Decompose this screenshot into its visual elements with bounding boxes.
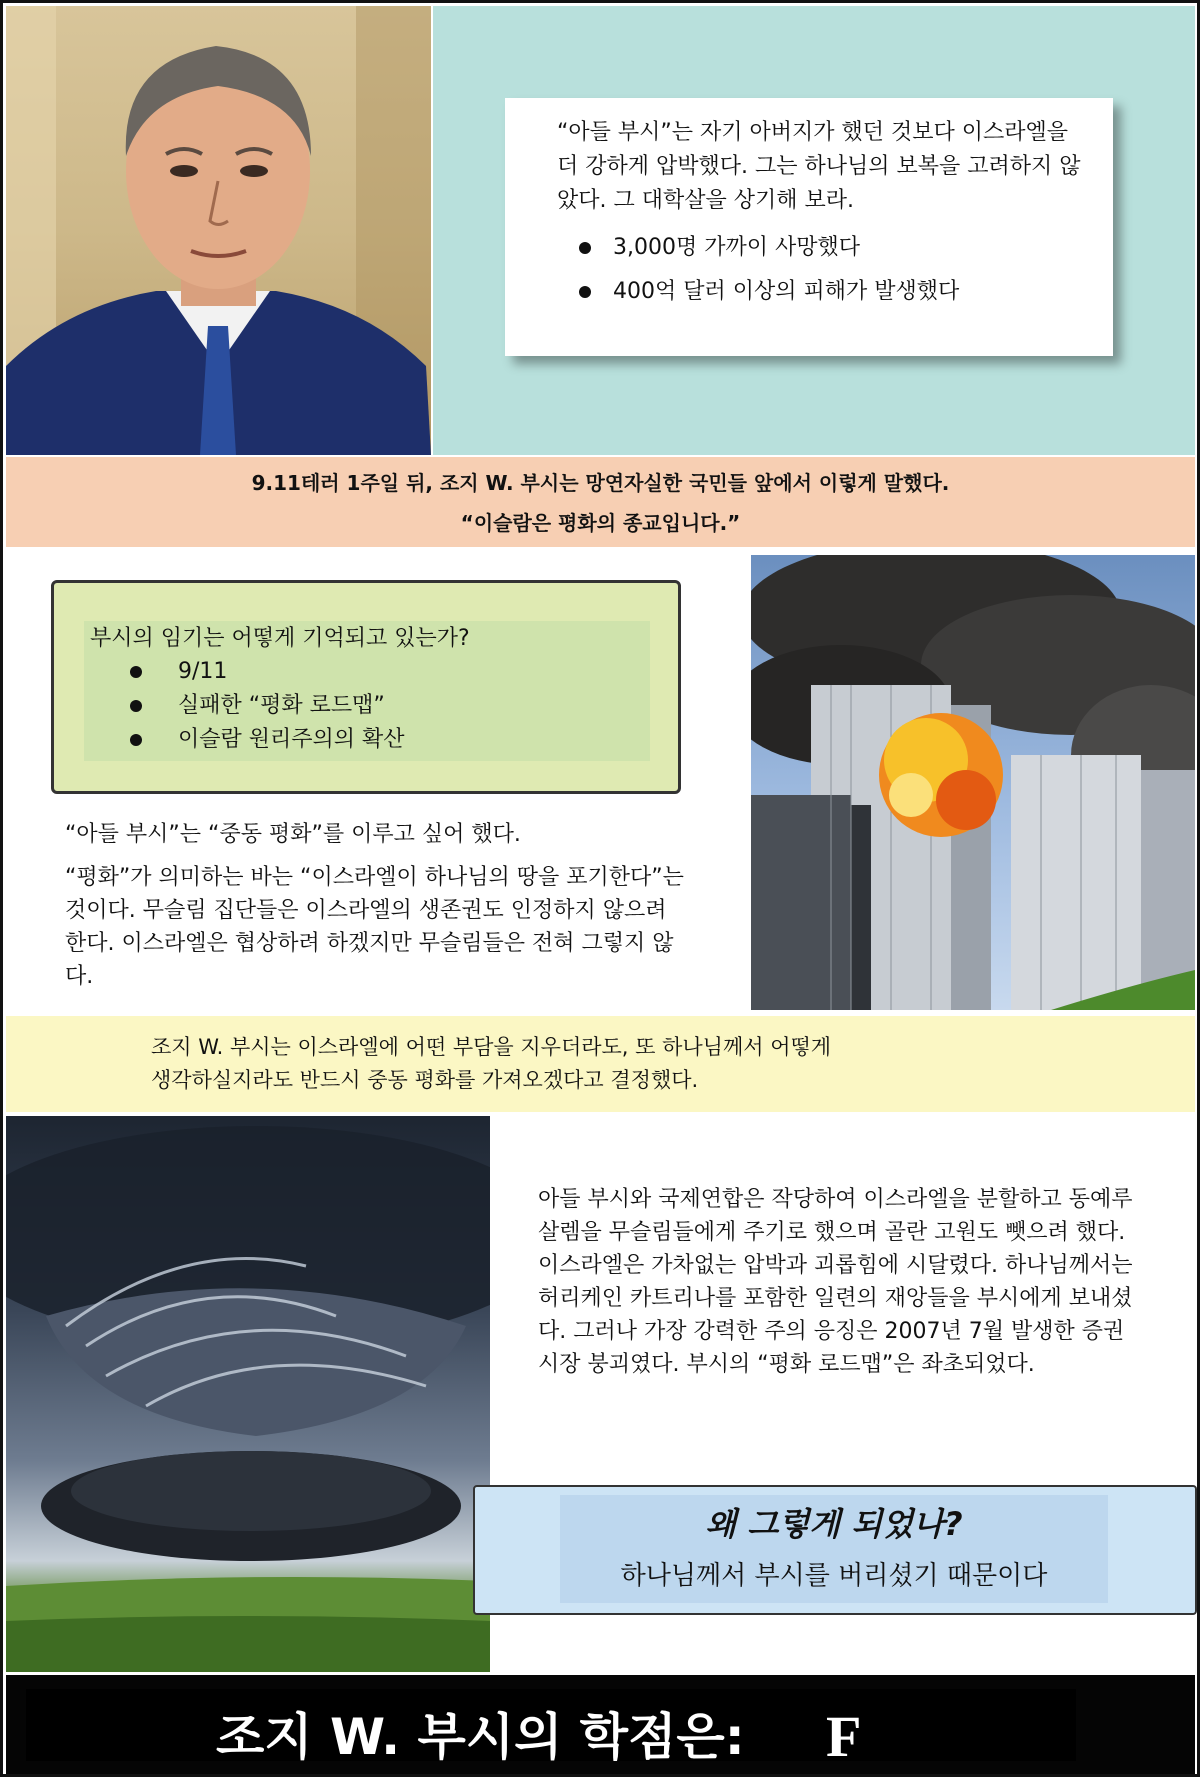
quote-paragraph: “아들 부시”는 자기 아버지가 했던 것보다 이스라엘을 더 강하게 압박했다. 그는 하나님의 보복을 고려하지 않았다. 그 대학살을 상기해 보라.	[557, 120, 1081, 213]
list-item: 400억 달러 이상의 피해가 발생했다	[579, 270, 1083, 314]
casualty-list	[557, 226, 1083, 314]
quote-card	[505, 98, 1113, 356]
list-item: 실패한 “평화 로드맵”	[130, 689, 405, 723]
remember-box	[51, 580, 681, 794]
why-answer: 하나님께서 부시를 버리셨기 때문이다	[620, 1561, 1048, 1591]
peach-banner	[6, 457, 1195, 547]
portrait-illustration	[6, 6, 431, 455]
judgement-text: 아들 부시와 국제연합은 작당하여 이스라엘을 분할하고 동예루살렘을 무슬림들에게 주기로 했으며 골란 고원도 뺏으려 했다. 이스라엘은 가차없는 압박과 괴롭힘에 시달렸다. 하나님께서는 허리케인 카트리나를 포함한 일련의 재앙들을 부시에게 보내셨다. 그러나 가장 강력한 주의 응징은 2007년 7월 발생한 증권시장 붕괴였다. 부시의 “평화 로드맵”은 좌초되었다.	[538, 1187, 1133, 1377]
peace-meaning-text: “평화”가 의미하는 바는 “이스라엘이 하나님의 땅을 포기한다”는 것이다. 무슬림 집단들은 이스라엘의 생존권도 인정하지 않으려 한다. 이스라엘은 협상하려 하겠지만 무슬림들은 전혀 그렇지 않다.	[65, 865, 684, 989]
banner-line: 생각하실지라도 반드시 중동 평화를 가져오겠다고 결정했다.	[151, 1068, 699, 1092]
why-inner	[560, 1495, 1108, 1603]
list-item: 3,000명 가까이 사망했다	[579, 226, 1083, 270]
list-item: 9/11	[130, 655, 405, 689]
remember-inner	[84, 621, 650, 761]
grade-letter: F	[826, 1704, 862, 1769]
portrait-panel	[6, 6, 431, 455]
tower-illustration	[751, 555, 1195, 1010]
banner-line: 9.11테러 1주일 뒤, 조지 W. 부시는 망연자실한 국민들 앞에서 이렇게 말했다.	[251, 471, 950, 495]
banner-quote: “이슬람은 평화의 종교입니다.”	[460, 511, 741, 535]
grade-bar	[6, 1675, 1195, 1774]
why-box	[473, 1485, 1197, 1615]
why-title: 왜 그렇게 되었나?	[705, 1505, 963, 1543]
storm-illustration	[6, 1116, 490, 1672]
banner-line: 조지 W. 부시는 이스라엘에 어떤 부담을 지우더라도, 또 하나님께서 어떻게	[151, 1035, 832, 1059]
peace-intro-text: “아들 부시”는 “중동 평화”를 이루고 싶어 했다.	[65, 822, 521, 847]
tower-panel	[751, 555, 1195, 1010]
storm-panel	[6, 1116, 490, 1672]
remember-list	[130, 655, 405, 757]
yellow-banner	[6, 1016, 1195, 1112]
list-item: 이슬람 원리주의의 확산	[130, 723, 405, 757]
grade-label: 조지 W. 부시의 학점은:	[216, 1708, 745, 1766]
remember-question: 부시의 임기는 어떻게 기억되고 있는가?	[90, 626, 470, 651]
grade-strip	[26, 1689, 1076, 1769]
